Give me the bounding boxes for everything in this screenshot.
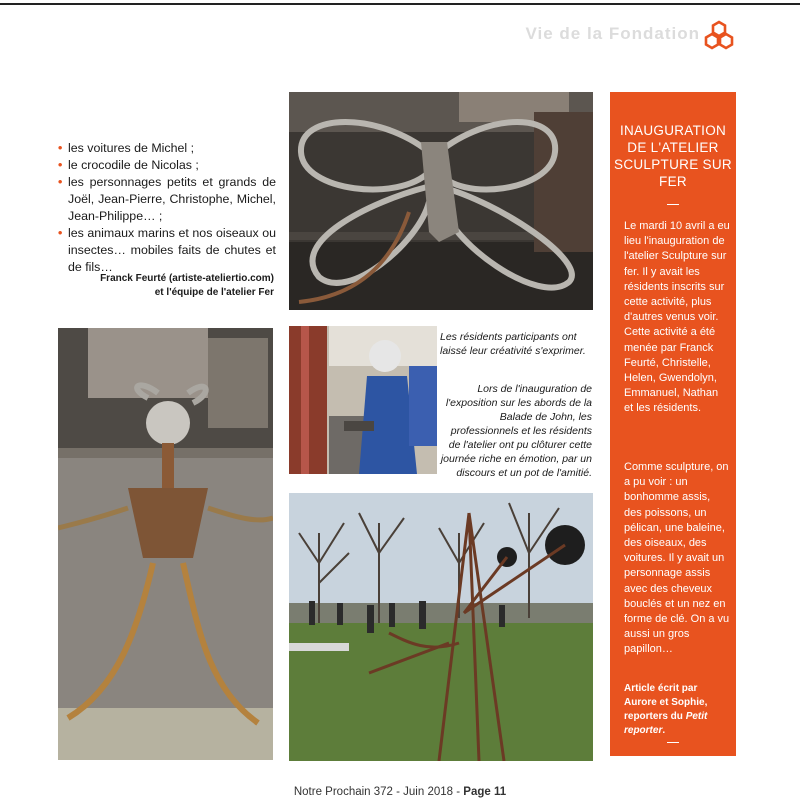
- butterfly-sculpture-photo: [289, 92, 593, 310]
- divider: [667, 742, 679, 743]
- section-title: Vie de la Fondation: [525, 24, 700, 43]
- list-item: • les voitures de Michel ;: [58, 140, 276, 157]
- metal-figure-sculpture-photo: [58, 328, 273, 760]
- honeycomb-icon: [704, 20, 734, 50]
- sidebar-paragraph: Le mardi 10 avril a eu lieu l'inauguration de l'atelier Sculpture sur fer. Il y avait les résidents inscrits sur cette activité, plus d'autres venus voir. Cette activité a été menée par Franck Feurté, Christelle, Helen, Gwendolyn, Emmanuel, Nathan et les résidents.: [624, 220, 730, 415]
- outdoor-exhibition-photo: [289, 493, 593, 761]
- header-rule: [0, 3, 800, 5]
- article-author-credit: Article écrit par Aurore et Sophie, reporters du Petit reporter.: [624, 683, 708, 736]
- caption-inauguration: Lors de l'inauguration de l'exposition sur les abords de la Balade de John, les professionnels et les résidents de l'atelier ont pu clôturer cette journée riche en émotion, par un discours et un pot de l'amitié.: [440, 383, 592, 479]
- sidebar-title: INAUGURATION DE L'ATELIER SCULPTURE SUR FER: [614, 123, 732, 189]
- sidebar-paragraph: Comme sculpture, on a pu voir : un bonhomme assis, des poissons, un pélican, une baleine, des oiseaux, des voitures. Il y avait un personnage assis avec des cheveux bouclés et un nez en forme de clé. On a vu aussi un gros papillon…: [624, 461, 730, 656]
- sculpture-list: [58, 140, 276, 276]
- list-item: • les animaux marins et nos oiseaux ou insectes… mobiles faits de chutes et de fils…: [58, 225, 276, 276]
- article-sidebar: [610, 92, 736, 756]
- divider: [667, 204, 679, 205]
- page-footer: Notre Prochain 372 - Juin 2018 - Page 11: [293, 786, 507, 798]
- caption-creativity: Les résidents participants ont laissé leur créativité s'exprimer.: [440, 331, 586, 357]
- list-item: • les personnages petits et grands de Joël, Jean-Pierre, Christophe, Michel, Jean-Philippe… ;: [58, 174, 276, 225]
- workshop-credit: Franck Feurté (artiste-ateliertio.com) et l'équipe de l'atelier Fer: [100, 273, 274, 298]
- page-number: Page 11: [463, 786, 507, 798]
- resident-welding-photo: [289, 326, 437, 474]
- list-item: • le crocodile de Nicolas ;: [58, 157, 276, 174]
